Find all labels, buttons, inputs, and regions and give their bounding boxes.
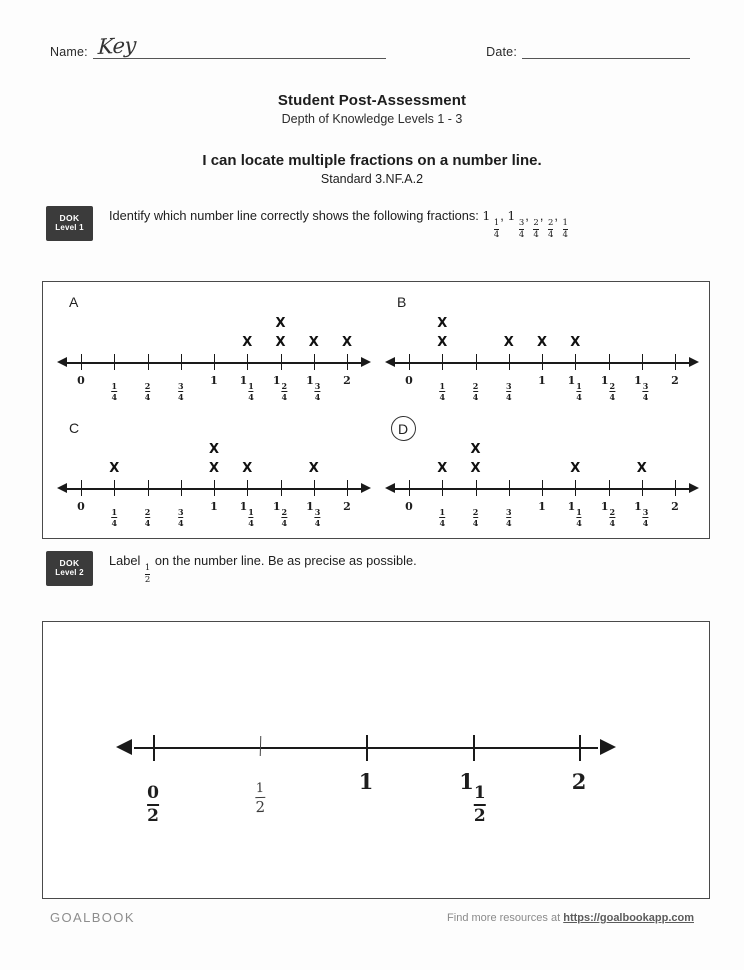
footer-resources-note: [447, 912, 694, 924]
fraction-numerator: 3: [177, 380, 184, 391]
fraction: [248, 382, 254, 401]
tick-mark: [153, 735, 155, 761]
fraction: [643, 382, 649, 401]
x-mark: X: [503, 335, 514, 350]
fraction-numerator: 1: [576, 506, 582, 517]
tick-mark: [609, 480, 610, 496]
x-mark: X: [308, 335, 319, 350]
arrow-left-icon: [57, 483, 67, 493]
fraction-denominator: 4: [248, 391, 254, 402]
fraction-numerator: 3: [314, 380, 321, 391]
tick-mark: [476, 480, 477, 496]
fraction-numerator: 2: [281, 380, 288, 391]
tick-mark: [214, 354, 215, 370]
tick-label: [472, 500, 480, 527]
tick-mark: [281, 354, 282, 370]
tick-label: [359, 769, 374, 794]
tick-label: [601, 500, 616, 527]
tick-mark: [442, 480, 443, 496]
fraction: [643, 508, 649, 527]
dok2-row: [46, 551, 714, 586]
dok1-prompt-text: Identify which number line correctly shows the following fractions:: [109, 208, 479, 223]
mixed-number: 1 $\frac{3}{4}$: [507, 208, 525, 240]
tick-mark: [579, 735, 581, 761]
tick-whole: 2: [343, 500, 351, 513]
fraction-numerator: 3: [642, 380, 649, 391]
fraction: [439, 508, 445, 527]
fraction: [610, 382, 616, 401]
fraction-denominator: 4: [562, 229, 568, 240]
fraction: [145, 382, 151, 401]
fraction-numerator: 1: [255, 780, 264, 796]
question-2-box: [42, 621, 710, 899]
tick-label: [110, 374, 118, 401]
fraction-numerator: 3: [314, 506, 321, 517]
footer-note-text: Find more resources at: [447, 912, 561, 924]
tick-whole: 1: [358, 769, 374, 794]
fraction-denominator: 4: [609, 517, 616, 528]
number-line-choice-d[interactable]: [383, 416, 701, 536]
tick-whole: 1: [272, 374, 281, 387]
arrow-right-icon: [361, 483, 371, 493]
fraction-denominator: 4: [111, 391, 118, 402]
mixed-number: [144, 553, 151, 585]
tick-mark: [181, 354, 182, 370]
fraction-numerator: 1: [439, 506, 446, 517]
tick-mark: [347, 480, 348, 496]
dok1-badge-level: Level 1: [55, 223, 84, 233]
tick-label: [343, 374, 351, 387]
fraction: [576, 508, 582, 527]
tick-whole: 1: [272, 500, 281, 513]
arrow-right-icon: [689, 357, 699, 367]
tick-label: [505, 500, 513, 527]
tick-mark: [314, 480, 315, 496]
tick-mark: [542, 480, 543, 496]
fraction-denominator: 4: [547, 229, 554, 240]
tick-label: [210, 374, 218, 387]
fraction: [282, 508, 288, 527]
tick-label: [306, 374, 321, 401]
learning-objective-block: [0, 152, 744, 186]
tick-label: [601, 374, 616, 401]
fraction-numerator: 3: [505, 380, 512, 391]
x-mark: X: [242, 461, 253, 476]
fraction-denominator: 4: [144, 517, 151, 528]
arrow-left-icon: [57, 357, 67, 367]
x-mark: X: [437, 335, 448, 350]
tick-mark: [575, 480, 576, 496]
mixed-number: [562, 208, 569, 240]
fraction-numerator: 2: [472, 506, 479, 517]
date-input-rule[interactable]: [522, 44, 690, 59]
tick-label: [110, 500, 118, 527]
fraction: [439, 382, 445, 401]
tick-whole: 1: [538, 500, 546, 513]
fraction: [282, 382, 288, 401]
tick-label: [405, 500, 413, 513]
fraction-numerator: 1: [562, 218, 568, 229]
tick-whole: 1: [459, 769, 474, 794]
choice-label-selected[interactable]: [390, 415, 417, 442]
fraction-numerator: 0: [147, 783, 159, 804]
x-mark: X: [636, 461, 647, 476]
tick-whole: 2: [571, 769, 587, 794]
tick-label: [273, 374, 288, 401]
dok1-row: [46, 206, 714, 241]
tick-whole: 1: [600, 500, 609, 513]
fraction-numerator: 2: [547, 218, 554, 229]
tick-label: [472, 374, 480, 401]
tick-label: [177, 500, 185, 527]
x-mark: X: [570, 335, 581, 350]
choice-label[interactable]: A: [69, 294, 79, 310]
fraction-denominator: 4: [505, 391, 512, 402]
fraction-numerator: 2: [609, 506, 616, 517]
tick-whole: 0: [77, 374, 85, 387]
objective-statement: I can locate multiple fractions on a number line.: [202, 152, 542, 169]
fraction-denominator: 4: [472, 391, 479, 402]
fraction-numerator: 1: [439, 380, 446, 391]
tick-mark: [347, 354, 348, 370]
fraction-denominator: 4: [472, 517, 479, 528]
fraction: [248, 508, 254, 527]
dok1-badge-top: DOK: [59, 213, 80, 224]
tick-whole: 1: [634, 500, 642, 513]
x-mark: X: [242, 335, 253, 350]
x-mark: X: [536, 335, 548, 350]
tick-whole: 1: [210, 374, 218, 387]
fraction: [145, 564, 150, 584]
tick-label: [405, 374, 413, 387]
fraction: [178, 382, 184, 401]
fraction-numerator: 3: [642, 506, 649, 517]
tick-label: [538, 374, 546, 387]
arrow-left-icon: [385, 357, 395, 367]
tick-mark: [409, 480, 410, 496]
fraction: [474, 785, 486, 825]
dok2-prompt-suffix: on the number line. Be as precise as possible.: [154, 553, 417, 568]
fraction-denominator: 4: [439, 391, 446, 402]
tick-whole: 1: [567, 374, 576, 387]
tick-mark: [409, 354, 410, 370]
tick-mark: [81, 480, 82, 496]
assessment-title: Student Post-Assessment: [277, 92, 467, 109]
fraction: [563, 219, 568, 239]
page-footer: [50, 910, 704, 930]
fraction-numerator: 1: [248, 380, 254, 391]
arrow-right-icon: [689, 483, 699, 493]
tick-label: [240, 374, 255, 401]
large-number-line[interactable]: [116, 727, 616, 837]
tick-whole: 1: [538, 374, 546, 387]
fraction-denominator: 4: [281, 391, 288, 402]
tick-mark: [181, 480, 182, 496]
tick-label: [77, 374, 85, 387]
tick-label: [438, 500, 446, 527]
name-input-rule[interactable]: [93, 44, 386, 59]
tick-label: [634, 500, 649, 527]
fraction-denominator: 4: [576, 517, 582, 528]
tick-label: [147, 769, 159, 825]
dok1-prompt: [109, 206, 569, 239]
tick-whole: 1: [239, 500, 248, 513]
x-mark: X: [470, 442, 481, 457]
fraction-denominator: 4: [111, 517, 118, 528]
tick-mark: [81, 354, 82, 370]
dok2-prompt: [109, 551, 417, 584]
tick-label: [634, 374, 649, 401]
student-info-row: [50, 32, 704, 68]
objective-standard: Standard 3.NF.A.2: [320, 172, 424, 186]
fraction-numerator: 2: [281, 506, 288, 517]
fraction-denominator: 4: [576, 391, 582, 402]
x-mark: X: [208, 461, 220, 476]
fraction: [519, 219, 524, 239]
fraction-denominator: 2: [254, 797, 265, 816]
fraction: [255, 782, 265, 815]
tick-mark: [247, 354, 248, 370]
tick-label: [240, 500, 255, 527]
fraction: [473, 382, 479, 401]
tick-mark: [476, 354, 477, 370]
tick-mark: [114, 480, 115, 496]
fraction-numerator: 1: [144, 563, 151, 574]
goalbook-link[interactable]: https://goalbookapp.com: [563, 912, 694, 924]
tick-label: [568, 500, 583, 527]
dok1-fraction-list: 1 $\frac{1}{4}$ , 1 $\frac{3}{4}$ , $\frac{2}{4}$ , $\frac{2}{4}$ , $\frac{1}{4}$: [482, 208, 568, 240]
tick-label: [438, 374, 446, 401]
tick-label: [177, 374, 185, 401]
tick-whole: 1: [306, 374, 314, 387]
x-mark: X: [308, 461, 319, 476]
tick-whole: 1: [567, 500, 576, 513]
choice-letter: D: [398, 420, 409, 437]
fraction-numerator: 1: [493, 218, 500, 229]
tick-mark: [509, 354, 510, 370]
fraction-numerator: 2: [609, 380, 616, 391]
x-mark: X: [208, 442, 220, 457]
fraction: [506, 508, 512, 527]
tick-label: [77, 500, 85, 513]
fraction-numerator: 2: [533, 218, 539, 229]
tick-mark: [314, 354, 315, 370]
fraction-numerator: 3: [177, 506, 184, 517]
mixed-number: [532, 208, 539, 240]
x-mark: X: [275, 335, 286, 350]
tick-whole: 1: [634, 374, 642, 387]
tick-mark: [642, 354, 643, 370]
tick-label: [538, 500, 546, 513]
fraction-numerator: 1: [473, 783, 486, 804]
dok2-badge-level: Level 2: [55, 568, 84, 578]
x-mark: X: [437, 461, 448, 476]
fraction-numerator: 1: [576, 380, 582, 391]
large-arrow-left-icon: [116, 739, 132, 755]
number-line-choice-b[interactable]: [383, 290, 701, 410]
fraction-denominator: 4: [177, 391, 184, 402]
tick-mark: [542, 354, 543, 370]
x-mark: X: [470, 461, 481, 476]
tick-whole: 0: [77, 500, 85, 513]
tick-mark: [675, 480, 676, 496]
number-line-choice-a[interactable]: [55, 290, 373, 410]
goalbook-logo: GOALBOOK: [50, 910, 135, 925]
fraction-denominator: 4: [248, 517, 254, 528]
fraction: [315, 382, 321, 401]
dok2-badge-top: DOK: [59, 558, 80, 569]
fraction: [506, 382, 512, 401]
fraction-numerator: 3: [505, 506, 512, 517]
fraction-numerator: 2: [144, 380, 151, 391]
question-1-box: [42, 281, 710, 539]
tick-mark: [609, 354, 610, 370]
fraction: [473, 508, 479, 527]
fraction-denominator: 4: [518, 229, 525, 240]
x-mark: X: [341, 335, 353, 350]
tick-whole: 1: [600, 374, 609, 387]
dok2-prompt-prefix: Label: [109, 553, 141, 568]
name-field[interactable]: [50, 32, 386, 60]
date-label: Date:: [486, 45, 517, 59]
fraction-denominator: 2: [147, 806, 159, 827]
fraction-numerator: 3: [518, 218, 525, 229]
tick-label: [273, 500, 288, 527]
tick-whole: 2: [671, 374, 679, 387]
fraction: [494, 219, 499, 239]
tick-label: [306, 500, 321, 527]
tick-mark: [473, 735, 475, 761]
number-line-choice-c[interactable]: [55, 416, 373, 536]
fraction-numerator: 1: [111, 506, 118, 517]
mixed-number: [547, 208, 554, 240]
tick-mark: [366, 735, 368, 761]
fraction-denominator: 2: [473, 806, 486, 827]
fraction: [111, 508, 117, 527]
fraction: [576, 382, 582, 401]
tick-label: [572, 769, 587, 794]
tick-mark: [214, 480, 215, 496]
fraction-numerator: 2: [144, 506, 151, 517]
tick-whole: 2: [671, 500, 679, 513]
tick-label: [671, 500, 679, 513]
fraction: [111, 382, 117, 401]
handwritten-tick-mark: [259, 736, 261, 756]
tick-mark: [442, 354, 443, 370]
tick-label: [671, 374, 679, 387]
fraction-denominator: 4: [609, 391, 616, 402]
tick-mark: [675, 354, 676, 370]
x-mark: X: [275, 316, 286, 331]
fraction-denominator: 4: [314, 391, 321, 402]
tick-whole: 2: [343, 374, 351, 387]
tick-whole: 0: [405, 374, 413, 387]
fraction-denominator: 4: [314, 517, 321, 528]
tick-mark: [509, 480, 510, 496]
choice-label[interactable]: B: [397, 294, 407, 310]
choice-label[interactable]: C: [69, 420, 80, 436]
fraction-numerator: 1: [248, 506, 254, 517]
x-mark: X: [570, 461, 581, 476]
fraction-denominator: 4: [439, 517, 446, 528]
large-arrow-right-icon: [600, 739, 616, 755]
dok2-badge: [46, 551, 93, 586]
fraction-denominator: 4: [642, 517, 649, 528]
date-field[interactable]: [486, 44, 690, 59]
arrow-left-icon: [385, 483, 395, 493]
fraction-numerator: 2: [472, 380, 479, 391]
tick-label: [210, 500, 218, 513]
fraction-denominator: 2: [144, 574, 151, 585]
tick-label: [144, 500, 152, 527]
tick-mark: [148, 354, 149, 370]
tick-label: [568, 374, 583, 401]
handwritten-label: [254, 769, 264, 815]
tick-mark: [247, 480, 248, 496]
tick-mark: [114, 354, 115, 370]
fraction-denominator: 4: [493, 229, 500, 240]
tick-mark: [642, 480, 643, 496]
tick-label: [459, 769, 485, 825]
name-label: Name:: [50, 45, 88, 59]
tick-whole: 1: [306, 500, 314, 513]
x-mark: X: [109, 461, 120, 476]
mixed-number: 1 $\frac{1}{4}$: [482, 208, 500, 240]
fraction: [610, 508, 616, 527]
tick-whole: 1: [239, 374, 248, 387]
assessment-title-block: [0, 92, 744, 126]
tick-mark: [148, 480, 149, 496]
tick-mark: [575, 354, 576, 370]
fraction-denominator: 4: [144, 391, 151, 402]
fraction-denominator: 4: [177, 517, 184, 528]
fraction-denominator: 4: [505, 517, 512, 528]
fraction: [533, 219, 538, 239]
fraction: [315, 508, 321, 527]
tick-whole: 0: [405, 500, 413, 513]
fraction-denominator: 4: [533, 229, 539, 240]
tick-mark: [281, 480, 282, 496]
fraction: [178, 508, 184, 527]
tick-label: [144, 374, 152, 401]
fraction-denominator: 4: [642, 391, 649, 402]
arrow-right-icon: [361, 357, 371, 367]
x-mark: X: [437, 316, 448, 331]
tick-label: [505, 374, 513, 401]
tick-whole: 1: [210, 500, 218, 513]
tick-label: [343, 500, 351, 513]
fraction-numerator: 1: [111, 380, 118, 391]
dok1-badge: [46, 206, 93, 241]
assessment-subtitle: Depth of Knowledge Levels 1 - 3: [281, 112, 463, 126]
fraction: [548, 219, 553, 239]
name-handwritten-value: Key: [97, 32, 137, 60]
fraction: [145, 508, 151, 527]
dok2-prompt-fraction: [144, 553, 151, 585]
fraction-denominator: 4: [281, 517, 288, 528]
fraction: [147, 785, 159, 825]
